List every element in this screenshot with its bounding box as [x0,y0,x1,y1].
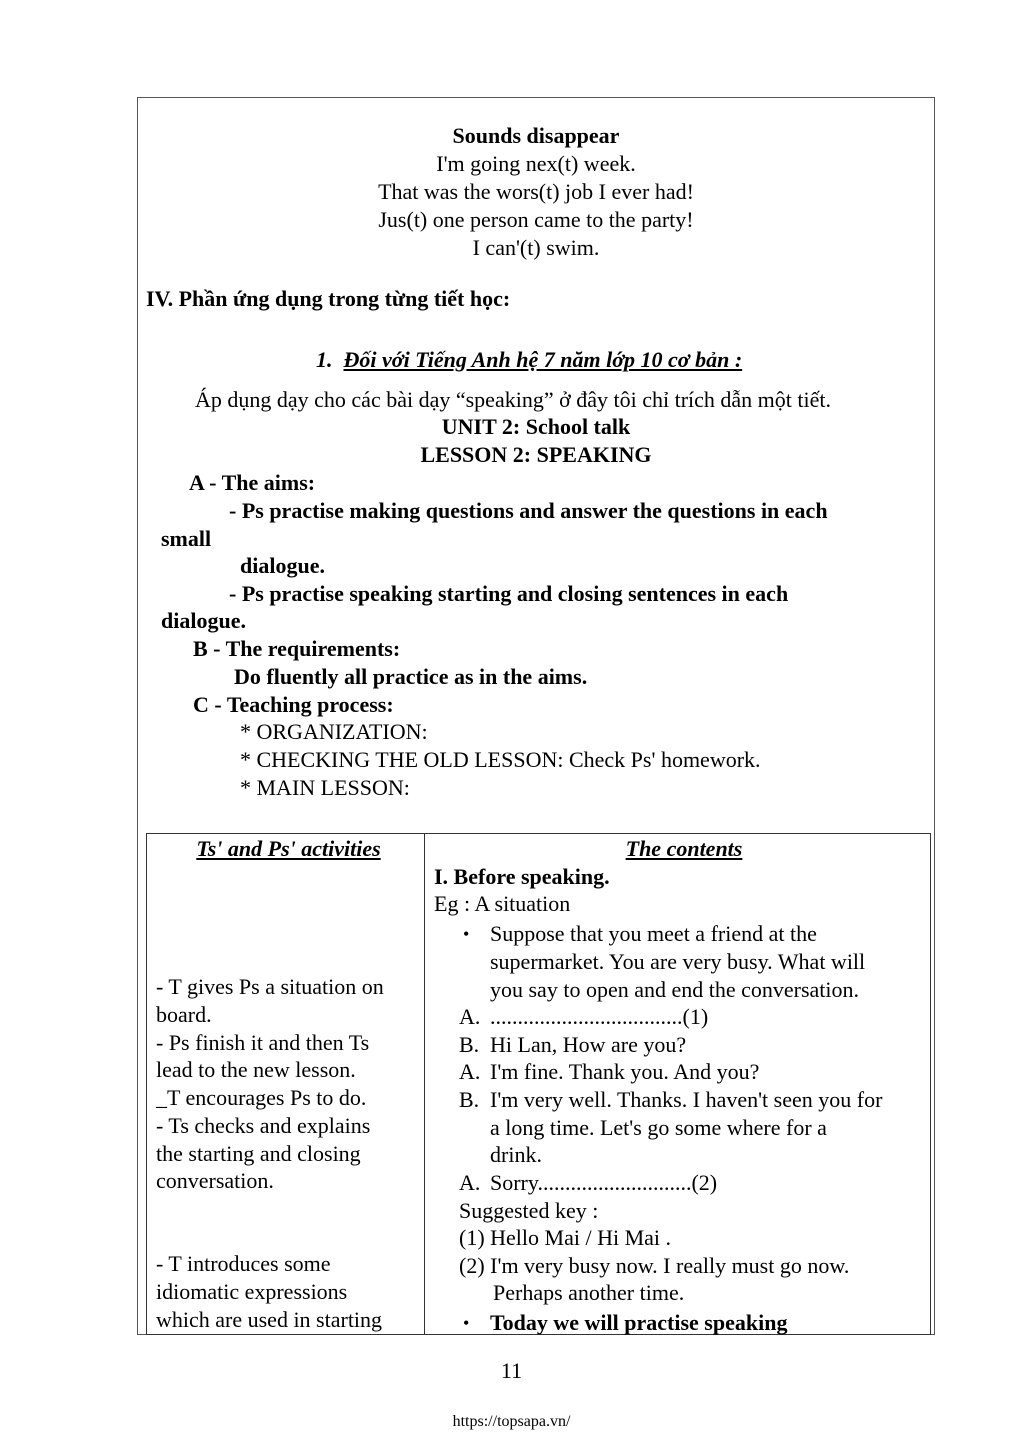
sounds-line: That was the wors(t) job I ever had! [378,179,694,204]
before-speaking-heading: I. Before speaking. [434,864,610,889]
process-item: * MAIN LESSON: [240,775,410,800]
dialogue-text: I'm very well. Thanks. I haven't seen you for [490,1087,883,1112]
sounds-title: Sounds disappear [452,123,620,148]
dialogue-speaker: A. [459,1059,481,1084]
situation-line: supermarket. You are very busy. What will [490,949,866,974]
situation-line: Suppose that you meet a friend at the [490,921,817,946]
activity-line: idiomatic expressions [156,1279,348,1304]
key-line: (1) Hello Mai / Hi Mai . [459,1225,672,1250]
dialogue-speaker: A. [459,1170,481,1195]
footer-url[interactable]: https://topsapa.vn/ [452,1413,571,1430]
dialogue-speaker: B. [459,1087,480,1112]
dialogue-text: drink. [490,1142,542,1167]
dialogue-text: Sorry............................(2) [490,1170,718,1195]
activity-line: - Ps finish it and then Ts [156,1030,370,1055]
activity-line: the starting and closing [156,1141,361,1166]
lesson-title: LESSON 2: SPEAKING [420,442,652,467]
activity-line: which are used in starting [156,1307,383,1332]
activity-line: - Ts checks and explains [156,1113,371,1138]
section-heading: IV. Phần ứng dụng trong từng tiết học: [146,286,511,311]
dialogue-text: ...................................(1) [490,1004,709,1029]
key-line: Perhaps another time. [493,1280,685,1305]
aims-item: dialogue. [240,553,325,578]
subsection-number: 1. [316,347,333,372]
activity-line: board. [156,1002,212,1027]
key-line: (2) I'm very busy now. I really must go now. [459,1253,850,1278]
process-heading: C - Teaching process: [193,692,394,717]
bullet-icon: • [463,1313,470,1333]
dialogue-text: a long time. Let's go some where for a [490,1115,827,1140]
today-line: Today we will practise speaking [490,1310,788,1335]
activity-line: _T encourages Ps to do. [156,1085,367,1110]
aims-item: - Ps practise making questions and answer the questions in each [229,498,828,523]
subsection-title: Đối với Tiếng Anh hệ 7 năm lớp 10 cơ bản : [343,347,743,372]
suggested-key-heading: Suggested key : [459,1198,599,1223]
requirements-text: Do fluently all practice as in the aims. [234,664,588,689]
dialogue-text: I'm fine. Thank you. And you? [490,1059,760,1084]
aims-item: small [161,526,212,551]
col2-header: The contents [625,836,743,861]
aims-item: dialogue. [161,608,246,633]
example-label: Eg : A situation [434,891,571,916]
col1-header: Ts' and Ps' activities [196,836,381,861]
subsection-heading [316,346,742,374]
activity-line: conversation. [156,1168,274,1193]
dialogue-text: Hi Lan, How are you? [490,1032,687,1057]
requirements-heading: B - The requirements: [193,636,401,661]
activity-line: - T introduces some [156,1251,331,1276]
sounds-line: I can'(t) swim. [472,235,600,260]
column-divider [424,834,425,1334]
page-number: 11 [500,1358,523,1383]
aims-item: - Ps practise speaking starting and closing sentences in each [229,581,789,606]
process-item: * ORGANIZATION: [240,719,428,744]
dialogue-speaker: A. [459,1004,481,1029]
dialogue-speaker: B. [459,1032,480,1057]
activity-line: - T gives Ps a situation on [156,974,384,999]
bullet-icon: • [463,924,470,944]
activity-line: lead to the new lesson. [156,1057,356,1082]
process-item: * CHECKING THE OLD LESSON: Check Ps' homework. [240,747,761,772]
unit-title: UNIT 2: School talk [441,414,631,439]
sounds-line: I'm going nex(t) week. [436,151,636,176]
intro-text: Áp dụng dạy cho các bài dạy “speaking” ở đây tôi chỉ trích dẫn một tiết. [195,387,831,412]
situation-line: you say to open and end the conversation. [490,977,860,1002]
sounds-line: Jus(t) one person came to the party! [378,207,694,232]
aims-heading: A - The aims: [189,470,316,495]
